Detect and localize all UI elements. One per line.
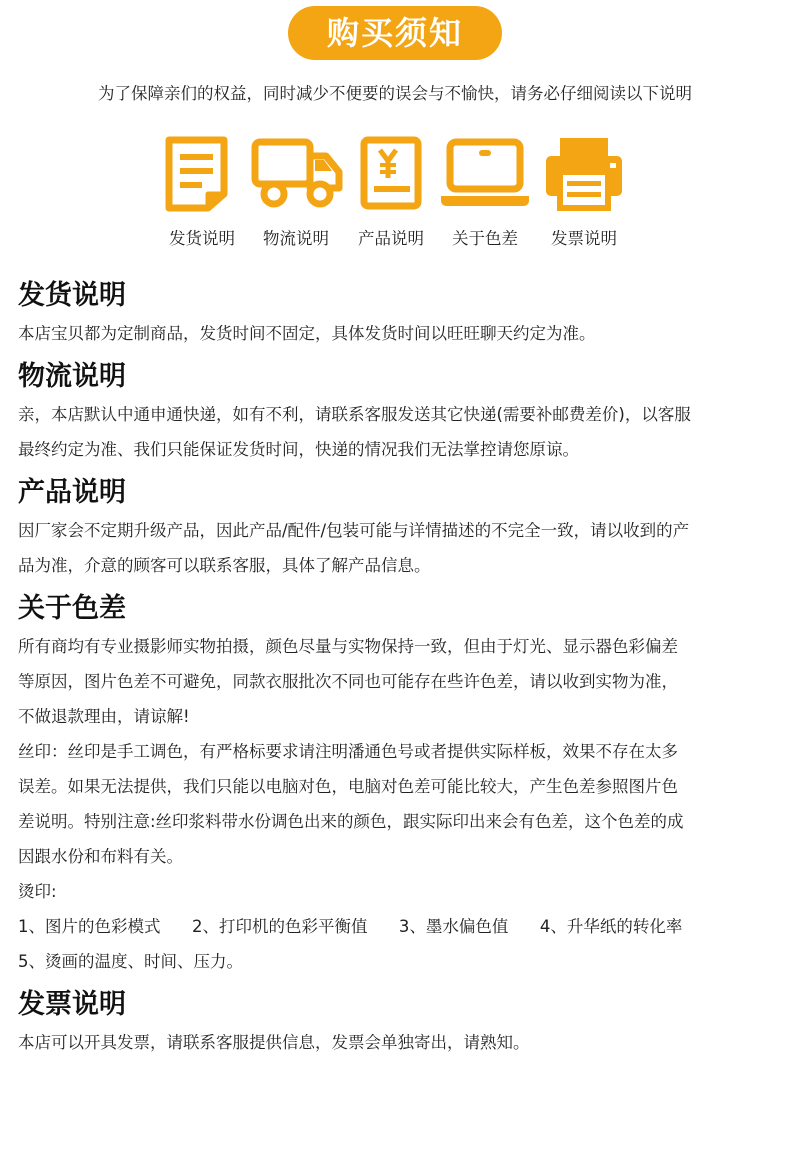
color-line: 误差。如果无法提供，我们只能以电脑对色，电脑对色差可能比较大，产生色差参照图片色 xyxy=(18,777,678,796)
color-line: 丝印：丝印是手工调色，有严格标要求请注明潘通色号或者提供实际样板，效果不存在太多 xyxy=(18,742,678,761)
invoice-line: 本店可以开具发票，请联系客服提供信息，发票会单独寄出，请熟知。 xyxy=(18,1033,530,1052)
color-line: 所有商均有专业摄影师实物拍摄，颜色尽量与实物保持一致，但由于灯光、显示器色彩偏差 xyxy=(18,637,678,656)
section-product xyxy=(18,473,778,583)
section-title-logistics: 物流说明 xyxy=(18,361,126,392)
icon-label-color: 关于色差 xyxy=(452,229,518,248)
notice-content xyxy=(18,276,778,1066)
intro-text: 为了保障亲们的权益，同时减少不便要的误会与不愉快，请务必仔细阅读以下说明 xyxy=(98,84,692,103)
section-title-color: 关于色差 xyxy=(18,593,126,624)
product-line: 因厂家会不定期升级产品，因此产品/配件/包装可能与详情描述的不完全一致，请以收到的产 xyxy=(18,521,690,540)
icon-label-shipping: 发货说明 xyxy=(169,229,235,248)
price-tag-icon xyxy=(341,136,441,212)
color-line: 5、烫画的温度、时间、压力。 xyxy=(18,952,243,971)
icon-label-invoice: 发票说明 xyxy=(551,229,617,248)
product-line: 品为准，介意的顾客可以联系客服，具体了解产品信息。 xyxy=(18,556,431,575)
section-title-product: 产品说明 xyxy=(18,477,126,508)
document-icon xyxy=(152,136,252,212)
color-line: 不做退款理由，请谅解! xyxy=(18,707,190,726)
printer-icon xyxy=(534,136,634,212)
section-title-shipping: 发货说明 xyxy=(18,280,126,311)
laptop-icon xyxy=(435,136,535,212)
shipping-line: 本店宝贝都为定制商品，发货时间不固定，具体发货时间以旺旺聊天约定为准。 xyxy=(18,324,596,343)
color-line: 烫印: xyxy=(18,882,57,901)
section-title-invoice: 发票说明 xyxy=(18,989,126,1020)
logistics-line: 最终约定为准、我们只能保证发货时间，快递的情况我们无法掌控请您原谅。 xyxy=(18,440,579,459)
icon-item-invoice xyxy=(534,136,634,256)
color-line: 等原因，图片色差不可避免，同款衣服批次不同也可能存在些许色差，请以收到实物为准， xyxy=(18,672,678,691)
icon-label-logistics: 物流说明 xyxy=(263,229,329,248)
page-title-banner: 购买须知 xyxy=(288,6,502,60)
section-color xyxy=(18,589,778,979)
section-logistics xyxy=(18,357,778,467)
color-line: 1、图片的色彩模式 2、打印机的色彩平衡值 3、墨水偏色值 4、升华纸的转化率 xyxy=(18,917,683,936)
section-shipping xyxy=(18,276,778,351)
section-invoice xyxy=(18,985,778,1060)
color-line: 因跟水份和布料有关。 xyxy=(18,847,183,866)
truck-icon xyxy=(246,136,346,212)
icon-label-product: 产品说明 xyxy=(358,229,424,248)
logistics-line: 亲，本店默认中通申通快递，如有不利，请联系客服发送其它快递(需要补邮费差价)，以客服 xyxy=(18,405,691,424)
color-line: 差说明。特别注意:丝印浆料带水份调色出来的颜色，跟实际印出来会有色差，这个色差的成 xyxy=(18,812,684,831)
